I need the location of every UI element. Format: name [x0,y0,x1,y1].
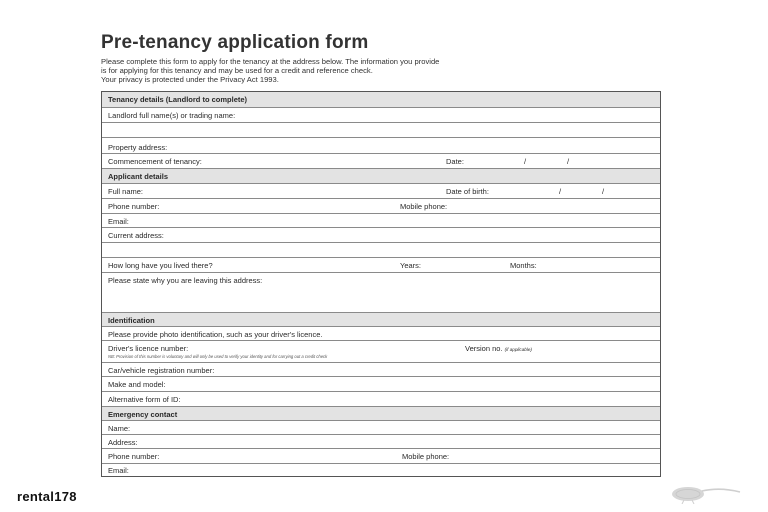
kiwi-bird-icon [664,480,744,504]
emergency-email-field[interactable] [102,463,660,476]
version-no-text: Version no. [465,344,503,353]
intro-text [101,57,666,84]
field-label: Make and model: [108,380,166,389]
emergency-address-field[interactable] [102,434,660,448]
property-address-field[interactable] [102,137,660,153]
section-header-emergency [102,406,660,420]
emergency-name-field[interactable] [102,420,660,434]
intro-line: is for applying for this tenancy and may be used for a credit and reference check. [101,66,373,75]
field-label: Driver's licence number: [108,344,189,353]
application-form-table [101,91,661,477]
date-label: Date: [446,157,464,166]
commencement-field[interactable] [102,153,660,168]
intro-line: Please complete this form to apply for the tenancy at the address below. The information you provide [101,57,440,66]
field-label: Name: [108,424,131,433]
date-slash: / [602,187,605,196]
how-long-field[interactable] [102,257,660,272]
months-label: Months: [510,261,537,270]
field-label: Property address: [108,143,168,152]
field-label: Full name: [108,187,144,196]
years-label: Years: [400,261,421,270]
dob-label: Date of birth: [446,187,489,196]
make-model-field[interactable] [102,376,660,391]
field-label: Current address: [108,231,164,240]
field-label: Please provide photo identification, such as your driver's licence. [108,330,323,339]
field-label: Landlord full name(s) or trading name: [108,111,236,120]
field-label: Commencement of tenancy: [108,157,202,166]
field-label: Address: [108,438,138,447]
version-label [465,344,532,353]
current-address-field[interactable] [102,227,660,242]
field-label: Car/vehicle registration number: [108,366,215,375]
full-name-field[interactable] [102,183,660,198]
page-title: Pre-tenancy application form [101,32,369,53]
date-slash: / [559,187,562,196]
current-address-blank[interactable] [102,242,660,257]
email-field[interactable] [102,213,660,227]
field-label: Phone number: [108,202,160,211]
field-label: How long have you lived there? [108,261,213,270]
brand-watermark: rental178 [17,489,77,504]
date-slash: / [524,157,527,166]
landlord-name-field[interactable] [102,107,660,122]
phone-number-field[interactable] [102,198,660,213]
date-slash: / [567,157,570,166]
licence-note: NB: Provision of this number is voluntary and will only be used to verify your identity and for carrying out a credit check [108,354,328,359]
section-title: Emergency contact [108,410,178,419]
section-title: Applicant details [108,172,169,181]
alt-id-field[interactable] [102,391,660,406]
mobile-label: Mobile phone: [402,452,450,461]
section-title: Tenancy details (Landlord to complete) [108,95,248,104]
field-label: Please state why you are leaving this address: [108,276,263,285]
section-header-identification [102,312,660,326]
field-label: Email: [108,466,129,475]
leaving-reason-field[interactable] [102,272,660,312]
field-label: Alternative form of ID: [108,395,181,404]
intro-line: Your privacy is protected under the Privacy Act 1993. [101,75,279,84]
section-header-applicant [102,168,660,183]
field-label: Email: [108,217,129,226]
photo-id-instruction [102,326,660,340]
licence-number-field[interactable] [102,340,660,362]
car-rego-field[interactable] [102,362,660,376]
mobile-label: Mobile phone: [400,202,448,211]
landlord-name-blank[interactable] [102,122,660,137]
section-header-tenancy [102,92,660,107]
section-title: Identification [108,316,155,325]
if-applicable-text: (if applicable) [504,347,532,352]
field-label: Phone number: [108,452,160,461]
emergency-phone-field[interactable] [102,448,660,463]
